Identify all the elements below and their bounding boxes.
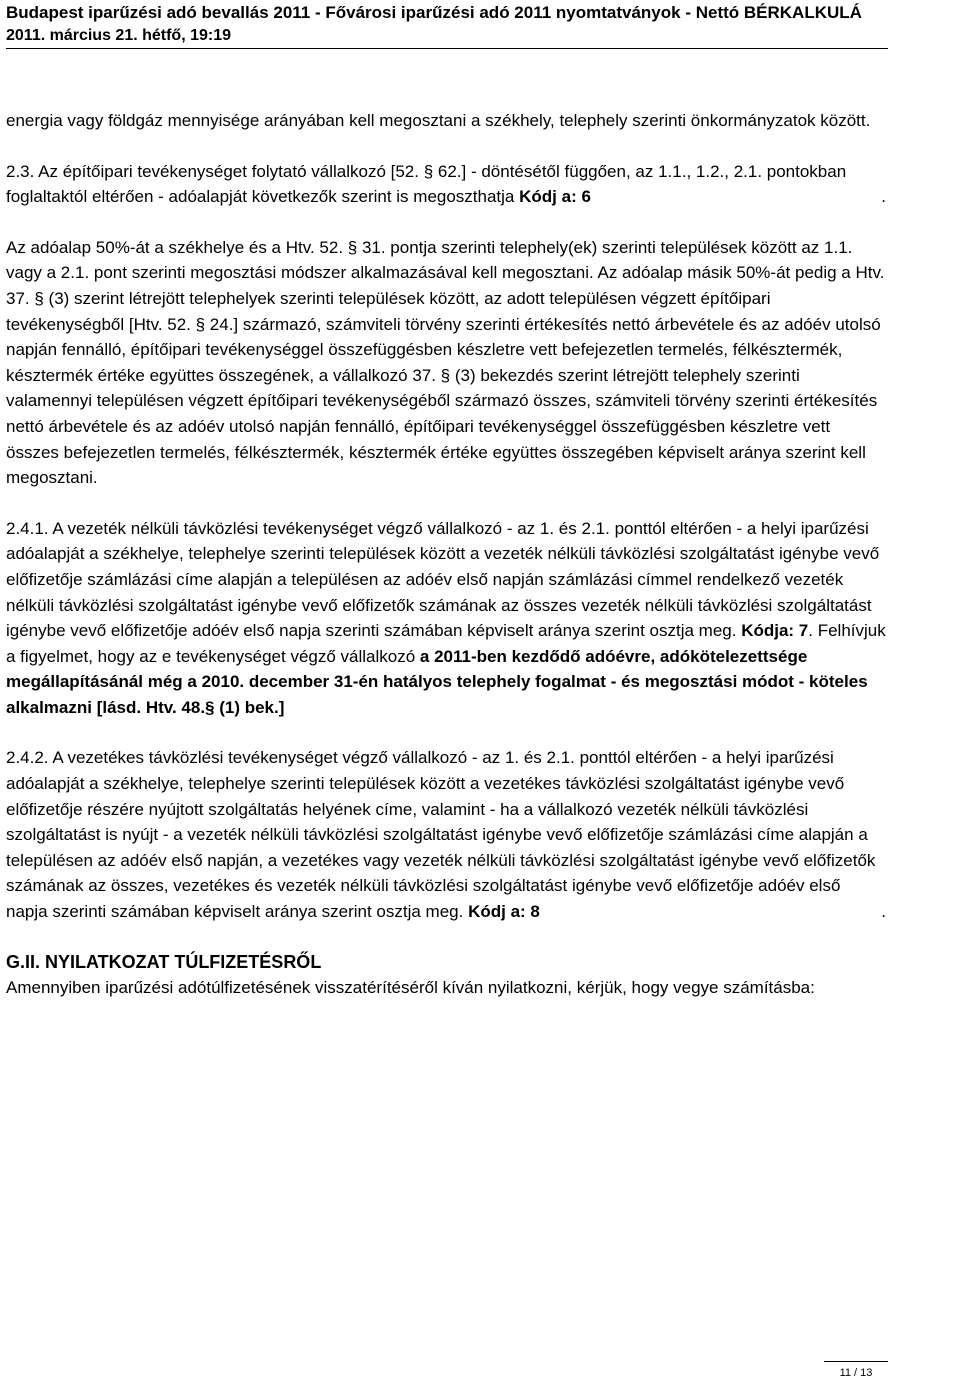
paragraph-tax-base-split: Az adóalap 50%-át a székhelye és a Htv. 52. § 31. pontja szerinti telephely(ek) szerinti települések között az 1.1. vagy a 2.1. pont szerinti megosztási módszer alkalmazásával kell megosztani. Az adóalap másik 50%-át pedig a Htv. 37. § (3) szerint létrejött telephelyek szerinti települések között, az adott településen végzett építőipari tevékenységből [Htv. 52. § 24.] származó, számviteli törvény szerinti értékesítés nettó árbevétele és az adóév utolsó napján fennálló, építőipari tevékenységgel összefüggésben készletre vett befejezetlen termelés, félkésztermék, késztermék értéke együttes összegének, a vállalkozó 37. § (3) bekezdés szerint létrejött telephely szerinti valamennyi településen végzett építőipari tevékenységéből származó összes, számviteli törvény szerinti értékesítés nettó árbevétele és az adóév utolsó napján fennálló, építőipari tevékenységgel összefüggésben készletre vett összes befejezetlen termelés, félkésztermék, késztermék értéke együttes összegében képviselt aránya szerint kell megosztani. [6,237,885,488]
paragraph-wired-end: . [881,902,886,922]
page-header [6,0,960,46]
document-body [6,108,886,1001]
paragraph-construction-text: 2.3. Az építőipari tevékenységet folytató vállalkozó [52. § 62.] - döntésétől függően, az 1.1., 1.2., 2.1. pontokban foglaltaktól eltérően - adóalapját következők szerint is megoszthatja [6,161,847,207]
page-number: 11 / 13 [839,1367,873,1379]
footer-divider [824,1361,888,1362]
paragraph-energy: energia vagy földgáz mennyisége arányában kell megosztani a székhely, telephely szerinti önkormányzatok között. [6,111,871,130]
section-heading: G.II. NYILATKOZAT TÚLFIZETÉSRŐL [6,951,322,972]
header-divider [6,48,888,49]
paragraph-wireless-telecom [6,516,886,721]
code-6: Kódj a: 6 [519,187,591,207]
code-7: Kódja: 7 [741,621,809,641]
paragraph-wireless-after: . Felhívjuk a figyelmet, hogy az e tevékenységet végző vállalkozó [6,621,886,666]
paragraph-wired-text: 2.4.2. A vezetékes távközlési tevékenységet végző vállalkozó - az 1. és 2.1. ponttól eltérően - a helyi iparűzési adóalapját a székhelye, telephelye szerinti települések között a vezetékes távközlési szolgáltatást igénybe vevő előfizetője részére nyújtott szolgáltatás helyének címe, valamint - ha a vállalkozó vezeték nélküli távközlési szolgáltatást is nyújt - a vezeték nélküli távközlési szolgáltatást igénybe vevő előfizetője számlázási címe alapján a településen az adóév első napján, a vezetékes vagy vezeték nélküli távközlési szolgáltatást igénybe vevő előfizetők számának az összes, vezetékes és vezeték nélküli távközlési szolgáltatást igénybe vevő előfizetője adóév első napja szerinti számában képviselt aránya szerint osztja meg. [6,748,876,922]
document-title: Budapest iparűzési adó bevallás 2011 - Fővárosi iparűzési adó 2011 nyomtatványok - Nettó BÉRKALKULÁ [6,3,862,22]
code-8: Kódj a: 8 [468,902,540,922]
paragraph-wireless-text: 2.4.1. A vezeték nélküli távközlési tevékenységet végző vállalkozó - az 1. és 2.1. ponttól eltérően - a helyi iparűzési adóalapját a székhelye, telephelye szerinti települések között a vezeték nélküli távközlési szolgáltatást igénybe vevő előfizetője számlázási címe alapján a településen az adóév első napján számlázási címmel rendelkező vezeték nélküli távközlési szolgáltatást igénybe vevő előfizetők számának az összes vezeték nélküli távközlési szolgáltatást igénybe vevő előfizetője adóév első napja szerinti számában képviselt aránya szerint osztja meg. [6,518,880,641]
document-date: 2011. március 21. hétfő, 19:19 [6,27,232,44]
paragraph-construction-end: . [881,187,886,207]
paragraph-wireless-notice: a 2011-ben kezdődő adóévre, adókötelezettsége megállapításánál még a 2010. december 31-én hatályos telephely fogalmat - és megosztási módot - köteles alkalmazni [lásd. Htv. 48.§ (1) bek.] [6,646,868,717]
paragraph-overpayment: Amennyiben iparűzési adótúlfizetésének visszatérítéséről kíván nyilatkozni, kérjük, hogy vegye számításba: [6,978,815,998]
paragraph-construction [6,159,886,210]
paragraph-wired-telecom [6,745,886,924]
